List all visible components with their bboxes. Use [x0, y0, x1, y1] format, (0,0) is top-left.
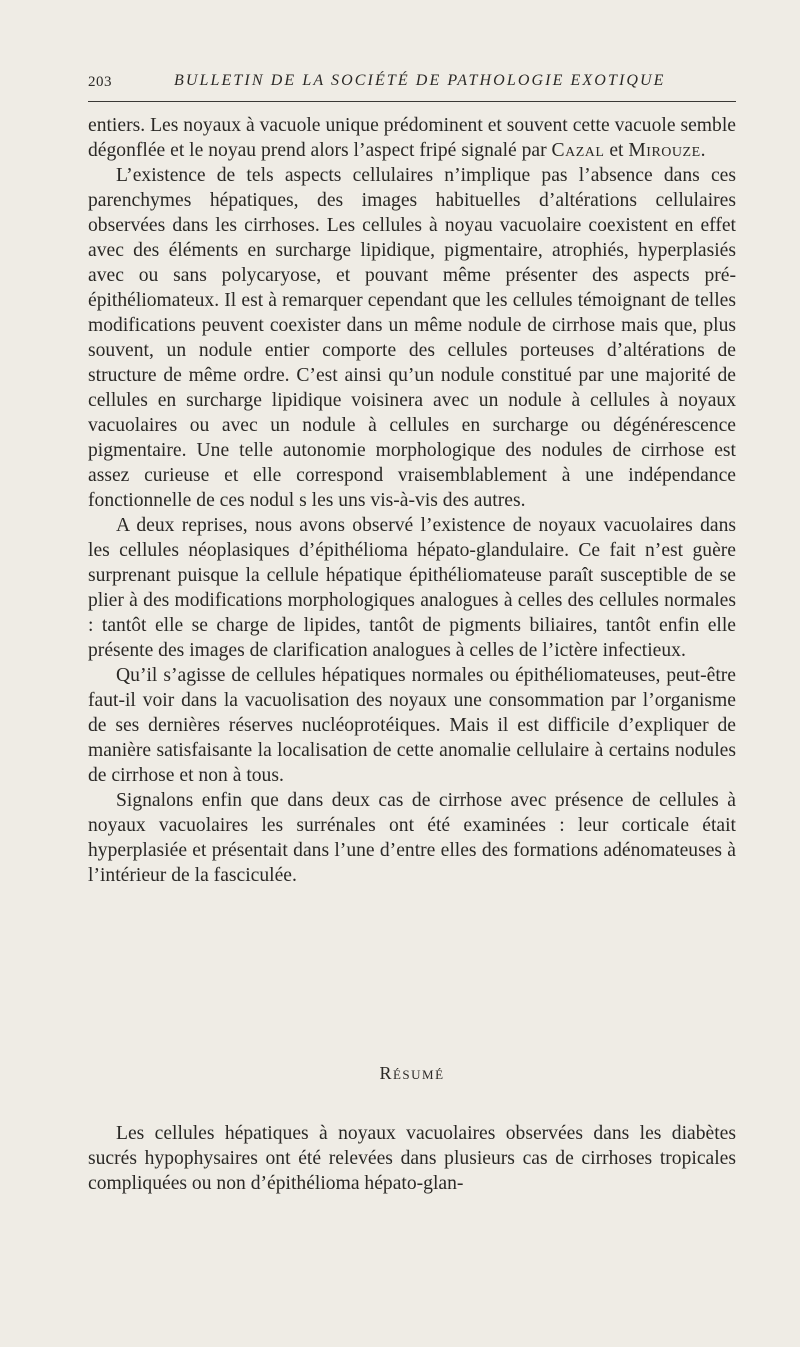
paragraph-4: Qu’il s’agisse de cellules hépatiques normales ou épithéliomateuses, peut-être faut-il voir dans la vacuolisation des noyaux une consommation par l’organisme de ses dernières réserves nucléoprotéiques. Mais il est difficile d’expliquer de manière satisfaisante la localisation de cette anomalie cellulaire à certains nodules de cirrhose et non à tous. [88, 665, 736, 786]
summary-paragraph: Les cellules hépatiques à noyaux vacuolaires observées dans les diabètes sucrés hypophysaires ont été relevées dans plusieurs cas de cirrhoses tropicales compliquées ou non d’épithélioma hépato-glan- [88, 1123, 736, 1194]
summary-text [88, 1121, 736, 1196]
paragraph-1-conjunction: et [604, 140, 629, 161]
author-name-cazal: Cazal [551, 140, 605, 161]
running-header [88, 72, 736, 98]
paragraph-1-end: . [700, 140, 706, 161]
section-heading-resume: Résumé [379, 1063, 445, 1083]
paragraph-5: Signalons enfin que dans deux cas de cirrhose avec présence de cellules à noyaux vacuolaires les surrénales ont été examinées : leur corticale était hyperplasiée et présentait dans l’une d’entre elles des formations adénomateuses à l’intérieur de la fasciculée. [88, 790, 736, 886]
paragraph-2: L’existence de tels aspects cellulaires n’implique pas l’absence dans ces parenchymes hépatiques, des images habituelles d’altérations cellulaires observées dans les cirrhoses. Les cellules à noyau vacuolaire coexistent en effet avec des éléments en surcharge lipidique, pigmentaire, atrophiés, hyperplasiés avec ou sans polycaryose, et pouvant même présenter des aspects pré-épithéliomateux. Il est à remarquer cependant que les cellules témoignant de telles modifications peuvent coexister dans un même nodule de cirrhose mais que, plus souvent, un nodule entier comporte des cellules porteuses d’altérations de structure de même ordre. C’est ainsi qu’un nodule constitué par une majorité de cellules en surcharge lipidique voisinera avec un nodule à cellules à noyaux vacuolaires ou avec un nodule à cellules en surcharge ou dégénérescence pigmentaire. Une telle autonomie morphologique des nodules de cirrhose est assez curieuse et elle correspond vraisemblablement à une indépendance fonctionnelle de ces nodul s les uns vis-à-vis des autres. [88, 165, 736, 511]
page-number: 203 [88, 74, 112, 90]
journal-title: BULLETIN DE LA SOCIÉTÉ DE PATHOLOGIE EXOTIQUE [174, 72, 666, 89]
main-text [88, 113, 736, 888]
paragraph-3: A deux reprises, nous avons observé l’existence de noyaux vacuolaires dans les cellules néoplasiques d’épithélioma hépato-glandulaire. Ce fait n’est guère surprenant puisque la cellule hépatique épithéliomateuse paraît susceptible de se plier à des modifications morphologiques analogues à celles des cellules normales : tantôt elle se charge de lipides, tantôt de pigments biliaires, tantôt enfin elle présente des images de clarification analogues à celles de l’ictère infectieux. [88, 515, 736, 661]
paragraph-1 [88, 113, 736, 163]
author-name-mirouze: Mirouze [628, 140, 701, 161]
paragraph-1-text: entiers. Les noyaux à vacuole unique prédominent et souvent cette vacuole semble dégonflée et le noyau prend alors l’aspect fripé signalé par [88, 115, 736, 161]
header-rule [88, 101, 736, 102]
